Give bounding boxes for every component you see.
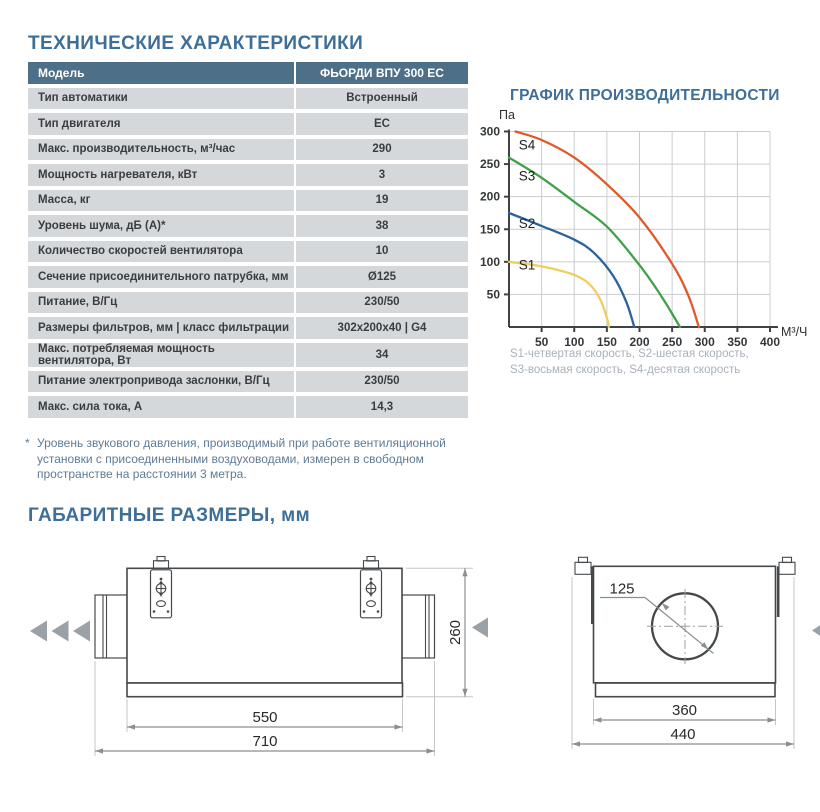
spec-value: 19 [296,190,468,212]
x-tick-label: 400 [759,335,781,349]
footnote-asterisk: * [25,436,30,450]
x-tick-label: 250 [662,335,683,349]
table-row [28,396,468,418]
noise-footnote [25,436,485,483]
side-view-drawing [30,557,488,757]
chart-caption-line2: S3-восьмая скорость, S4-десятая скорость [510,364,741,376]
dimension-550 [127,699,403,732]
x-tick-label: 200 [629,335,650,349]
table-row [28,215,468,237]
table-row [28,164,468,186]
spec-param: Тип двигателя [28,113,294,135]
y-tick-label: 300 [479,124,500,139]
tech-specs-title: ТЕХНИЧЕСКИЕ ХАРАКТЕРИСТИКИ [28,33,364,54]
spec-param: Уровень шума, дБ (А)* [28,215,294,237]
table-row [28,88,468,110]
unit-bottom-panel [596,683,776,697]
spec-param: Макс. сила тока, А [28,396,294,418]
spec-param: Питание электропривода заслонки, В/Гц [28,371,294,393]
footnote-text: Уровень звукового давления, производимый при работе вентиляционной установки с присоединенными воздуховодами, измерен в свободном пространстве на расстоянии 3 метра. [37,436,446,481]
spec-header-param: Модель [28,62,294,84]
y-tick-label: 200 [479,189,500,204]
spec-value: EC [296,113,468,135]
spec-param: Масса, кг [28,190,294,212]
dimension-260-label: 260 [447,619,464,646]
y-axis-unit-label: Па [499,108,515,122]
spec-value: 38 [296,215,468,237]
spec-value: 3 [296,164,468,186]
spec-value: 290 [296,139,468,161]
spec-param: Питание, В/Гц [28,292,294,314]
duct-spigot-right [402,595,435,658]
spec-value: 14,3 [296,396,468,418]
unit-bottom-panel [127,683,403,697]
table-row [28,113,468,135]
airflow-arrow-icon [30,621,47,642]
y-tick-label: 100 [479,254,500,269]
y-tick-label: 150 [479,222,500,237]
spec-table [26,58,470,422]
mounting-bracket [361,557,382,618]
table-row [28,190,468,212]
mounting-bracket [151,557,172,618]
dimensions-title: ГАБАРИТНЫЕ РАЗМЕРЫ, мм [28,505,311,526]
x-tick-label: 100 [564,335,585,349]
performance-chart [480,105,816,350]
dimension-440-label: 440 [670,726,696,743]
spec-value: 10 [296,241,468,263]
spec-param: Размеры фильтров, мм | класс фильтрации [28,317,294,339]
airflow-arrow-icon [73,621,90,642]
x-tick-label: 50 [534,335,549,349]
duct-spigot-left [95,595,127,658]
airflow-arrow-icon [472,618,488,638]
spec-value: Ø125 [296,266,468,288]
series-label-S1: S1 [518,257,536,273]
spec-param: Макс. потребляемая мощность вентилятора, Вт [28,343,294,367]
y-tick-label: 50 [486,287,500,302]
bracket-edge-right [778,557,795,617]
series-label-S2: S2 [518,215,536,231]
spec-value: 34 [296,343,468,367]
spec-header-row [28,62,468,84]
dimension-360-label: 360 [671,702,698,719]
dimensions-drawing [25,545,820,795]
spec-param: Мощность нагревателя, кВт [28,164,294,186]
spec-value: 302x200x40 | G4 [296,317,468,339]
spec-value: 230/50 [296,371,468,393]
spec-header-value: ФЬОРДИ ВПУ 300 EC [296,62,468,84]
spec-param: Сечение присоединительного патрубка, мм [28,266,294,288]
airflow-arrow-icon [812,620,820,641]
spec-param: Макс. производительность, м³/час [28,139,294,161]
dimension-125-label: 125 [609,580,635,598]
dimension-550-label: 550 [252,709,278,726]
table-row [28,292,468,314]
table-row [28,266,468,288]
x-tick-label: 350 [727,335,748,349]
x-tick-label: 150 [596,335,617,349]
table-row [28,139,468,161]
chart-title: ГРАФИК ПРОИЗВОДИТЕЛЬНОСТИ [510,87,780,104]
x-tick-label: 300 [694,335,715,349]
table-row [28,241,468,263]
spec-param: Тип автоматики [28,88,294,110]
bracket-edge-left [575,557,592,624]
spec-value: 230/50 [296,292,468,314]
series-label-S4: S4 [518,137,536,153]
spec-value: Встроенный [296,88,468,110]
series-label-S3: S3 [518,168,536,184]
dimension-360 [594,699,776,725]
spec-param: Количество скоростей вентилятора [28,241,294,263]
table-row [28,343,468,367]
chart-caption [510,346,749,378]
table-row [28,371,468,393]
y-tick-label: 250 [479,157,500,172]
end-view-drawing [572,557,820,749]
x-axis-unit-label: М³/Ч [781,325,808,339]
dimension-710-label: 710 [252,733,278,750]
chart-caption-line1: S1-четвертая скорость, S2-шестая скорость, [510,348,749,360]
table-row [28,317,468,339]
airflow-arrow-icon [52,621,69,642]
